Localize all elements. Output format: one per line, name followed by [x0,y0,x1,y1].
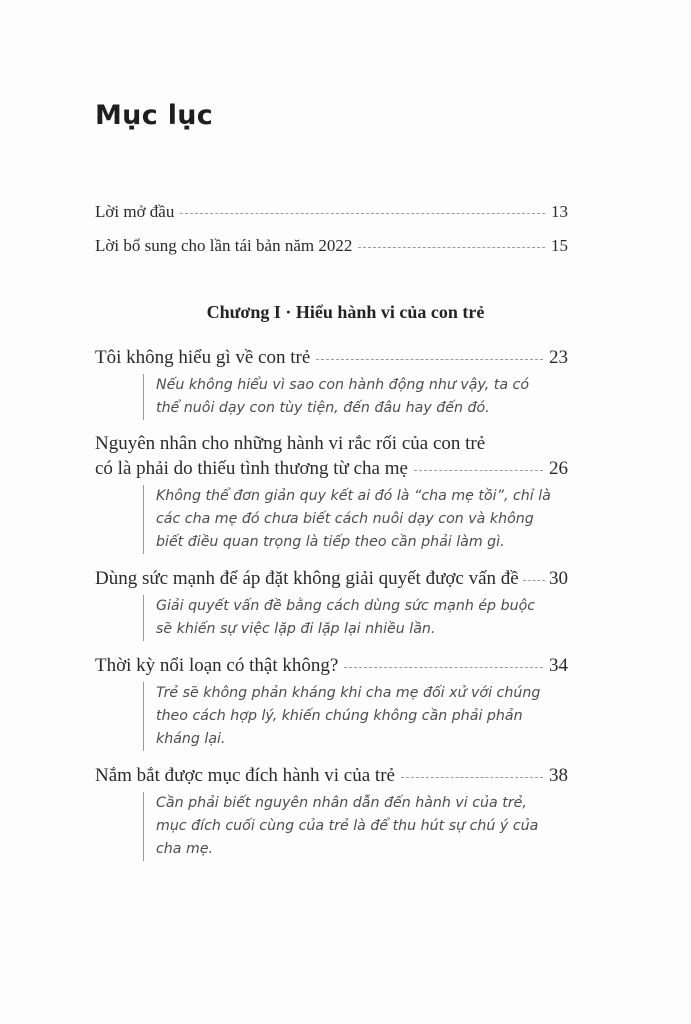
toc-section-title: Dùng sức mạnh để áp đặt không giải quyết được vấn đề [95,568,519,589]
toc-page-number: 26 [549,458,568,479]
section-summary [143,485,586,554]
toc-section-2[interactable] [95,458,568,480]
toc-page-number: 15 [551,236,568,255]
leader-dots [316,359,543,360]
toc-page-number: 34 [549,655,568,676]
summary-line: thể nuôi dạy con tùy tiện, đến đâu hay đến đó. [156,400,490,416]
toc-section-title: Tôi không hiểu gì về con trẻ [95,347,311,368]
leader-dots [358,247,545,248]
toc-section-title: Nắm bắt được mục đích hành vi của trẻ [95,765,395,786]
toc-section-4[interactable] [95,655,568,677]
toc-section-1[interactable] [95,347,568,369]
summary-line: Cần phải biết nguyên nhân dẫn đến hành vi của trẻ, [156,795,527,811]
toc-entry-label: Lời mở đầu [95,202,175,221]
section-summary [143,374,586,420]
leader-dots [344,667,543,668]
summary-line: biết điều quan trọng là tiếp theo cần phải làm gì. [156,534,505,550]
summary-line: kháng lại. [156,731,226,747]
section-summary [143,792,586,861]
summary-line: theo cách hợp lý, khiến chúng không cần phải phản [156,708,523,724]
toc-page-number: 23 [549,347,568,368]
page-title: Mục lục [95,100,214,131]
toc-section-title-line[interactable]: Nguyên nhân cho những hành vi rắc rối của con trẻ [95,433,486,454]
summary-line: Trẻ sẽ không phản kháng khi cha mẹ đối xử với chúng [156,685,541,701]
summary-line: cha mẹ. [156,841,214,857]
toc-page-number: 13 [551,202,568,221]
toc-section-title: có là phải do thiếu tình thương từ cha mẹ [95,458,408,479]
leader-dots [414,470,543,471]
toc-section-title: Thời kỳ nổi loạn có thật không? [95,655,339,676]
summary-line: Không thể đơn giản quy kết ai đó là “cha mẹ tồi”, chỉ là [156,488,551,504]
chapter-heading: Chương I · Hiểu hành vi của con trẻ [206,302,485,322]
leader-dots [401,777,543,778]
summary-line: sẽ khiến sự việc lặp đi lặp lại nhiều lần. [156,621,436,637]
summary-line: các cha mẹ đó chưa biết cách nuôi dạy con và không [156,511,534,527]
toc-page-number: 30 [549,568,568,589]
toc-entry-foreword[interactable] [95,202,568,222]
section-summary [143,595,586,641]
summary-line: Nếu không hiểu vì sao con hành động như vậy, ta có [156,377,530,393]
leader-dots [523,580,545,581]
toc-entry-addendum[interactable] [95,236,568,256]
toc-page-number: 38 [549,765,568,786]
leader-dots [180,213,545,214]
summary-line: Giải quyết vấn đề bằng cách dùng sức mạnh ép buộc [156,598,536,614]
section-summary [143,682,586,751]
toc-section-5[interactable] [95,765,568,787]
toc-section-3[interactable] [95,568,568,590]
summary-line: mục đích cuối cùng của trẻ là để thu hút sự chú ý của [156,818,539,834]
toc-entry-label: Lời bổ sung cho lần tái bản năm 2022 [95,236,353,255]
